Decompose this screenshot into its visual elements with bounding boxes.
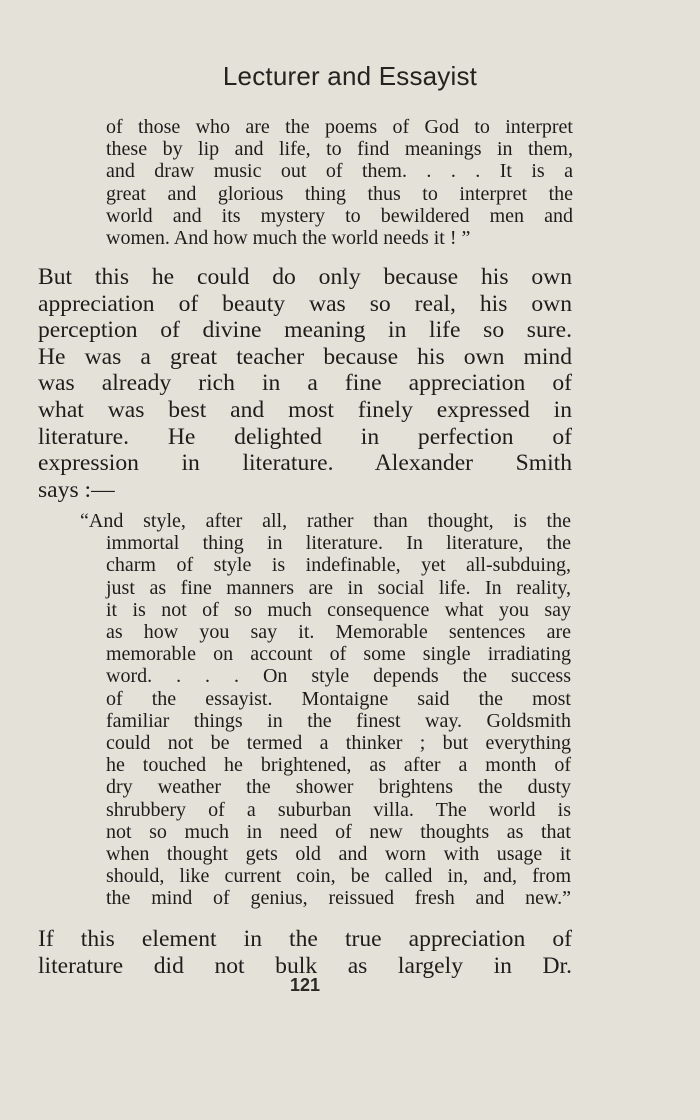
page-number: 121 <box>289 975 321 995</box>
quote-line: he touched he brightened, as after a month of <box>106 754 571 777</box>
block-quote <box>80 510 571 910</box>
body-line: If this element in the true appreciation of <box>38 926 572 952</box>
quote-line: should, like current coin, be called in, and, from <box>106 865 571 888</box>
quote-line: these by lip and life, to find meanings in them, <box>106 138 573 161</box>
quote-line: “And style, after all, rather than thought, is the <box>80 510 571 532</box>
quote-line: the mind of genius, reissued fresh and new.” <box>106 887 571 910</box>
body-line: says :— <box>38 476 115 503</box>
quote-line: word. . . . On style depends the success <box>106 665 571 688</box>
body-line: literature did not bulk as largely in Dr. <box>38 952 572 979</box>
quote-line: world and its mystery to bewildered men and <box>106 204 573 227</box>
quote-line: when thought gets old and worn with usage it <box>106 843 571 866</box>
quote-line: it is not of so much consequence what you say <box>106 598 571 621</box>
quote-line: dry weather the shower brightens the dusty <box>106 776 571 799</box>
quote-line: as how you say it. Memorable sentences are <box>106 621 571 644</box>
quote-line: immortal thing in literature. In literature, the <box>106 532 571 555</box>
running-head: Lecturer and Essayist <box>222 61 478 91</box>
body-line: appreciation of beauty was so real, his own <box>38 290 572 317</box>
quote-line: could not be termed a thinker ; but everything <box>106 732 571 755</box>
body-line: was already rich in a fine appreciation of <box>38 370 572 397</box>
body-line: He was a great teacher because his own mind <box>38 343 572 370</box>
quote-line: shrubbery of a suburban villa. The world is <box>106 798 571 821</box>
quote-line: charm of style is indefinable, yet all-subduing, <box>106 554 571 577</box>
quote-line: of the essayist. Montaigne said the most <box>106 687 571 710</box>
body-line: expression in literature. Alexander Smith <box>38 450 572 477</box>
quote-line: just as fine manners are in social life. In reality, <box>106 576 571 599</box>
quote-line: women. And how much the world needs it ! ” <box>106 227 471 250</box>
quote-line: not so much in need of new thoughts as that <box>106 820 571 843</box>
quote-line: great and glorious thing thus to interpret the <box>106 182 573 205</box>
body-line: perception of divine meaning in life so sure. <box>38 317 572 344</box>
quote-line: memorable on account of some single irradiating <box>106 643 571 666</box>
quote-line: of those who are the poems of God to interpret <box>106 116 573 138</box>
body-paragraph <box>38 264 572 503</box>
quote-line: and draw music out of them. . . . It is a <box>106 160 573 183</box>
body-paragraph <box>38 926 572 979</box>
block-quote <box>106 116 573 249</box>
body-line: But this he could do only because his own <box>38 264 572 290</box>
quote-line: familiar things in the finest way. Goldsmith <box>106 709 571 732</box>
body-line: literature. He delighted in perfection of <box>38 423 572 450</box>
body-line: what was best and most finely expressed in <box>38 396 572 423</box>
